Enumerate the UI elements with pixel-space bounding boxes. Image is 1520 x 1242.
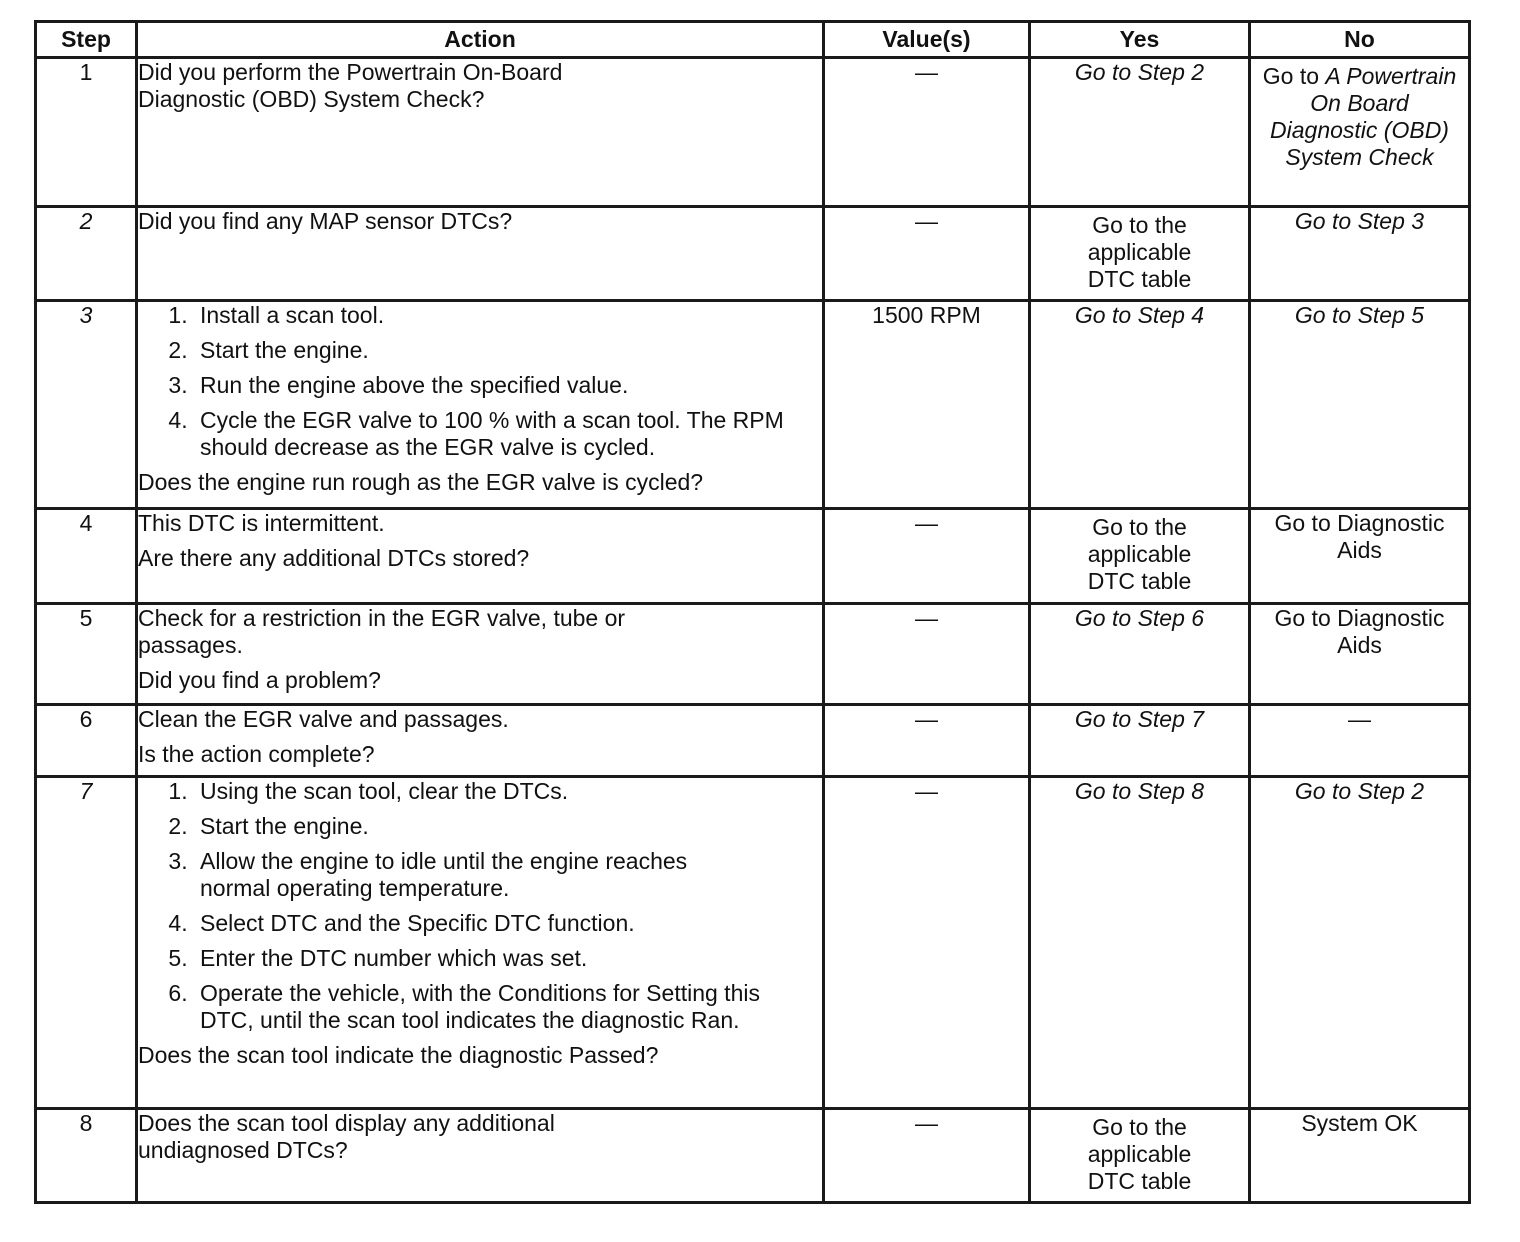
yes-link[interactable]: Go to the applicable DTC table [1087,1114,1192,1194]
no-link[interactable]: Go to Diagnostic Aids [1274,510,1445,563]
value-cell: — [824,207,1030,301]
action-question: Did you find a problem? [138,667,381,693]
action-text: Did you perform the Powertrain On-Board Diagnostic (OBD) System Check? [138,59,563,112]
step-number: 8 [36,1109,137,1203]
value-cell: — [824,1109,1030,1203]
no-value: System OK [1301,1110,1418,1136]
yes-cell [1030,301,1250,509]
action-cell [137,1109,824,1203]
yes-link[interactable]: Go to the applicable DTC table [1087,514,1192,594]
no-link[interactable]: Go to Step 5 [1294,302,1425,328]
no-link[interactable]: Go to Step 3 [1294,208,1425,234]
yes-cell [1030,604,1250,705]
no-link[interactable]: Go to Step 2 [1294,778,1425,804]
action-cell [137,58,824,207]
header-yes: Yes [1030,22,1250,58]
no-cell [1250,777,1470,1109]
table-row [36,58,1470,207]
header-action: Action [137,22,824,58]
action-cell [137,509,824,604]
no-value: — [1348,706,1371,732]
step-number-text: 7 [79,778,93,804]
action-question: Does the engine run rough as the EGR valve is cycled? [138,469,704,495]
table-row [36,705,1470,777]
action-cell [137,777,824,1109]
yes-cell [1030,777,1250,1109]
action-cell [137,604,824,705]
step-number: 5 [36,604,137,705]
yes-cell [1030,705,1250,777]
table-row [36,301,1470,509]
list-item: 3. Run the engine above the specified value. [194,372,822,399]
list-item: 2. Start the engine. [194,337,822,364]
table-row [36,1109,1470,1203]
step-number: 6 [36,705,137,777]
no-cell [1250,705,1470,777]
action-question: Is the action complete? [138,741,375,767]
step-number [36,207,137,301]
list-item: 4. Select DTC and the Specific DTC function. [194,910,822,937]
action-list [138,302,822,461]
no-cell [1250,509,1470,604]
yes-link[interactable]: Go to Step 8 [1074,778,1205,804]
yes-link[interactable]: Go to Step 6 [1074,605,1205,631]
diagnostic-table [34,20,1471,1204]
action-text: Does the scan tool display any additional undiagnosed DTCs? [138,1110,555,1163]
action-cell [137,301,824,509]
list-item: 5. Enter the DTC number which was set. [194,945,822,972]
no-link-target: A Powertrain On Board Diagnostic (OBD) System Check [1270,63,1457,170]
action-text: Did you find any MAP sensor DTCs? [138,208,513,234]
no-link-prefix: Go to [1262,63,1326,89]
yes-link[interactable]: Go to the applicable DTC table [1087,212,1192,292]
table-row [36,509,1470,604]
yes-link[interactable]: Go to Step 4 [1074,302,1205,328]
action-question: Does the scan tool indicate the diagnostic Passed? [138,1042,659,1068]
header-values: Value(s) [824,22,1030,58]
value-cell: 1500 RPM [824,301,1030,509]
action-question: Are there any additional DTCs stored? [138,545,530,571]
value-cell: — [824,604,1030,705]
header-row [36,22,1470,58]
yes-link[interactable]: Go to Step 7 [1074,706,1205,732]
action-text: Check for a restriction in the EGR valve, tube or passages. [138,605,626,658]
yes-cell [1030,509,1250,604]
no-link[interactable] [1257,63,1462,171]
step-number-text: 3 [79,302,93,328]
list-item: 1. Using the scan tool, clear the DTCs. [194,778,822,805]
table-row [36,777,1470,1109]
value-cell: — [824,58,1030,207]
no-cell [1250,58,1470,207]
no-cell [1250,207,1470,301]
table-row [36,604,1470,705]
action-cell [137,705,824,777]
no-cell [1250,604,1470,705]
step-number: 1 [36,58,137,207]
list-item: 6. Operate the vehicle, with the Conditions for Setting this DTC, until the scan tool indicates the diagnostic Ran. [194,980,780,1034]
no-link[interactable]: Go to Diagnostic Aids [1274,605,1445,658]
table-row [36,207,1470,301]
step-number: 4 [36,509,137,604]
step-number [36,301,137,509]
value-cell: — [824,509,1030,604]
no-cell [1250,1109,1470,1203]
yes-link[interactable]: Go to Step 2 [1074,59,1205,85]
list-item: 1. Install a scan tool. [194,302,822,329]
value-cell: — [824,705,1030,777]
list-item: 3. Allow the engine to idle until the engine reaches normal operating temperature. [194,848,760,902]
yes-cell [1030,58,1250,207]
header-no: No [1250,22,1470,58]
value-cell: — [824,777,1030,1109]
step-number-text: 2 [79,208,93,234]
action-list [138,778,822,1034]
action-text: Clean the EGR valve and passages. [138,706,509,732]
header-step: Step [36,22,137,58]
no-cell [1250,301,1470,509]
list-item: 2. Start the engine. [194,813,822,840]
yes-cell [1030,1109,1250,1203]
action-cell [137,207,824,301]
action-text: This DTC is intermittent. [138,510,385,536]
yes-cell [1030,207,1250,301]
list-item: 4. Cycle the EGR valve to 100 % with a scan tool. The RPM should decrease as the EGR valve is cycled. [194,407,822,461]
step-number [36,777,137,1109]
